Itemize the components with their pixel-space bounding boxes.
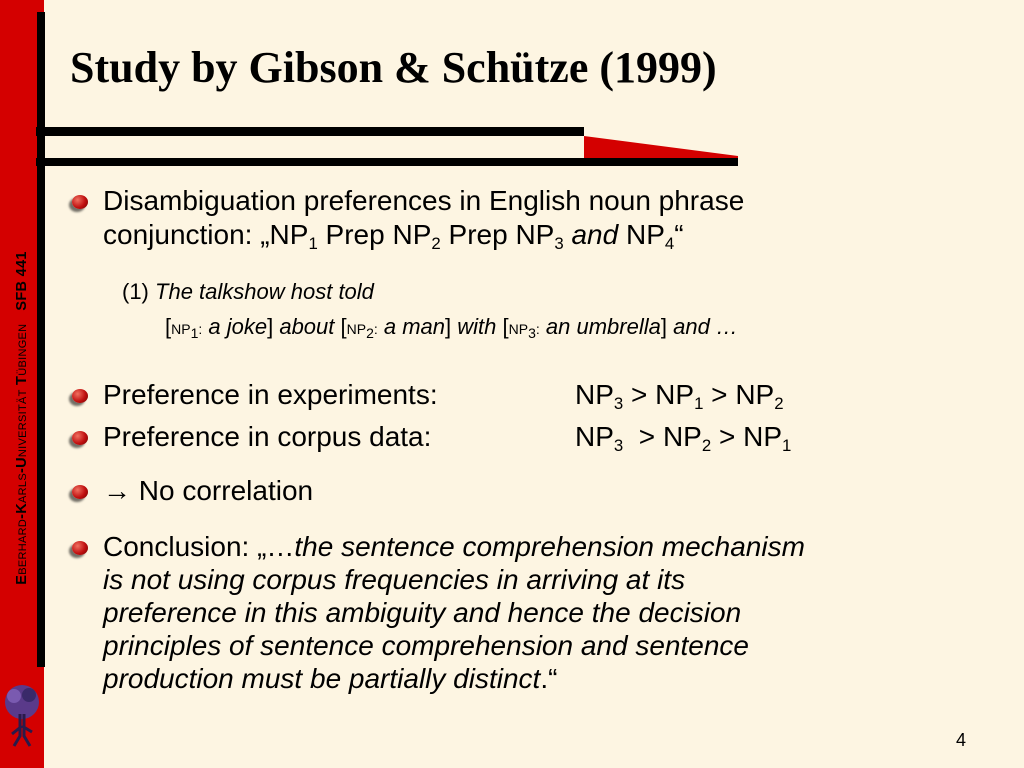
bullet-1-line-1: Disambiguation preferences in English noun phrase <box>103 185 745 216</box>
conclusion-line-3: preference in this ambiguity and hence the decision <box>103 597 742 628</box>
conclusion-line-4: principles of sentence comprehension and sentence <box>103 630 749 661</box>
experiments-preference: $NP_3 > NP_1 > NP_2$ <box>575 379 784 414</box>
experiments-label: Preference in experiments: <box>103 379 438 410</box>
title-rule-bottom <box>36 158 738 166</box>
corpus-preference: $NP_3 > NP_2 > NP_1$ <box>575 421 792 456</box>
corpus-label: Preference in corpus data: <box>103 421 432 452</box>
example-sentence: (1) The talkshow host told <box>122 279 374 304</box>
conclusion-line-5: production must be partially distinct.“ <box>103 663 558 694</box>
bullet-icon <box>72 195 88 209</box>
bullet-icon <box>72 389 88 403</box>
example-bracketing: [$NP_1$: a joke] about [$NP_2$: a man] with [$NP_3$: an umbrella] and … <box>165 314 738 342</box>
bullet-1-line-2: conjunction: $„NP_1$ Prep $NP_2$ Prep $NP_3$ and $NP_4“$ <box>103 219 684 254</box>
university-label: EBERHARD-KARLS-UNIVERSITÄT TÜBINGEN SFB 441 <box>14 251 30 585</box>
conclusion-line-1: Conclusion: „…the sentence comprehension mechanism <box>103 531 805 562</box>
conclusion-line-2: is not using corpus frequencies in arriving at its <box>103 564 686 595</box>
page-number: 4 <box>955 730 966 750</box>
title-rule-top <box>36 127 584 136</box>
bullet-icon <box>72 485 88 499</box>
no-correlation: → No correlation <box>103 475 314 506</box>
bullet-icon <box>72 431 88 445</box>
bullet-icon <box>72 541 88 555</box>
tree-logo-icon <box>2 682 42 752</box>
slide-title: Study by Gibson & Schütze (1999) <box>70 43 717 92</box>
